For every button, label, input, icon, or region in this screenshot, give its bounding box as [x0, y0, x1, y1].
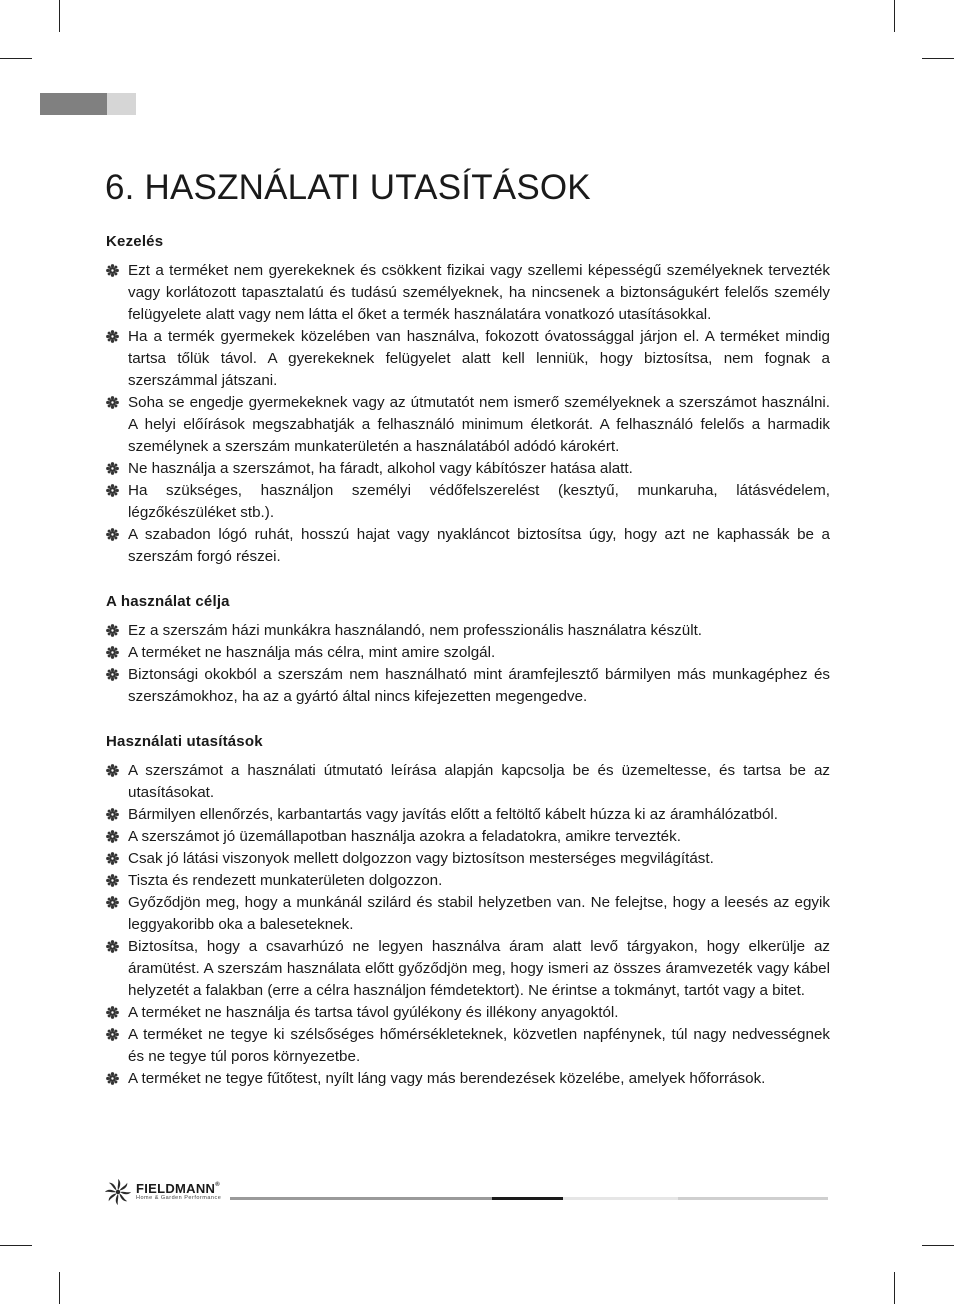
section-hasznalat-celja: [106, 593, 830, 708]
list-item-text: A szerszámot a használati útmutató leírása alapján kapcsolja be és üzemeltesse, és tartsa be az utasításokat.: [128, 762, 830, 801]
list-item-text: Ez a szerszám házi munkákra használandó, nem professzionális használatra készült.: [128, 622, 703, 639]
footer-brand-logo: [104, 1178, 221, 1206]
list-item: [106, 936, 830, 1002]
list-item: [106, 1002, 830, 1024]
gear-flower-bullet-icon: [106, 1006, 119, 1019]
list-item-text: Ha a termék gyermekek közelében van használva, fokozott óvatossággal járjon el. A terméket mindig tartsa tőlük távol. A gyerekeknek felügyelet alatt kell lenniük, hogy biztosítsa, nem fognak a szerszámmal játszani.: [128, 328, 830, 389]
list-item-text: A szabadon lógó ruhát, hosszú hajat vagy nyakláncot biztosítsa úgy, hogy azt ne kaphassák be a szerszám forgó részei.: [128, 526, 830, 565]
gear-flower-bullet-icon: [106, 396, 119, 409]
list-item-text: A terméket ne tegye fűtőtest, nyílt láng vagy más berendezések közelébe, amelyek hőforrások.: [128, 1070, 766, 1087]
list-item-text: A terméket ne használja és tartsa távol gyúlékony és illékony anyagoktól.: [128, 1004, 619, 1021]
gear-flower-bullet-icon: [106, 896, 119, 909]
section-hasznalati-utasitasok: [106, 733, 830, 1090]
list-item-text: Bármilyen ellenőrzés, karbantartás vagy javítás előtt a feltöltő kábelt húzza ki az áramhálózatból.: [128, 806, 779, 823]
list-item: [106, 620, 830, 642]
list-item-text: Biztonsági okokból a szerszám nem használható mint áramfejlesztő bármilyen más munkagéphez és szerszámokhoz, ha az a gyártó által nincs kifejezetten megengedve.: [128, 666, 830, 705]
list-item-text: Biztosítsa, hogy a csavarhúzó ne legyen használva áram alatt levő tárgyakon, hogy elkerülje az áramütést. A szerszám használata előtt győződjön meg, hogy ismeri az összes áramvezeték vagy kábel helyzetét a falakban (erre a célra használjon fémdetektort). Ne érintse a tokmányt, tartót vagy a bitet.: [128, 938, 830, 999]
brand-text: [136, 1182, 221, 1202]
list-item-text: Ne használja a szerszámot, ha fáradt, alkohol vagy kábítószer hatása alatt.: [128, 460, 633, 477]
list-item: [106, 260, 830, 326]
crop-mark: [0, 58, 32, 59]
list-item: [106, 524, 830, 568]
list-item: [106, 1024, 830, 1068]
crop-mark: [894, 1272, 895, 1304]
gear-flower-bullet-icon: [106, 1072, 119, 1085]
crop-mark: [0, 1245, 32, 1246]
list-item: [106, 642, 830, 664]
crop-mark: [922, 58, 954, 59]
gear-flower-bullet-icon: [106, 808, 119, 821]
bullet-list: [106, 760, 830, 1090]
gear-flower-bullet-icon: [106, 830, 119, 843]
list-item-text: Ha szükséges, használjon személyi védőfelszerelést (kesztyű, munkaruha, látásvédelem, légzőkészüléket stb.).: [128, 482, 830, 521]
crop-mark: [894, 0, 895, 32]
list-item: [106, 826, 830, 848]
list-item: [106, 480, 830, 524]
gear-flower-bullet-icon: [106, 874, 119, 887]
list-item: [106, 760, 830, 804]
brand-tagline: Home & Garden Performance: [136, 1195, 222, 1202]
gear-flower-bullet-icon: [106, 764, 119, 777]
brand-name-text: FIELDMANN: [136, 1181, 216, 1197]
trademark-symbol: ®: [215, 1182, 220, 1189]
list-item: [106, 664, 830, 708]
section-kezeles: [106, 233, 830, 568]
bullet-list: [106, 620, 830, 708]
section-heading: A használat célja: [106, 593, 230, 610]
gear-flower-bullet-icon: [106, 940, 119, 953]
section-heading: Kezelés: [106, 233, 164, 250]
list-item-text: Soha se engedje gyermekeknek vagy az útmutatót nem ismerő személyeknek a szerszámot használni. A helyi előírások megszabhatják a felhasználó minimum életkorát. A felhasználó felelős a harmadik személynek a szerszám munkaterületén a használatából adódó károkért.: [128, 394, 830, 455]
gear-flower-bullet-icon: [106, 528, 119, 541]
list-item-text: A terméket ne tegye ki szélsőséges hőmérsékleteknek, közvetlen napfénynek, túl nagy nedvességnek és ne tegye túl poros környezetbe.: [128, 1026, 830, 1065]
gear-flower-bullet-icon: [106, 1028, 119, 1041]
gear-flower-bullet-icon: [106, 462, 119, 475]
gear-flower-bullet-icon: [106, 484, 119, 497]
list-item: [106, 326, 830, 392]
gear-flower-bullet-icon: [106, 624, 119, 637]
footer-rule-mid: [563, 1197, 678, 1200]
gear-flower-bullet-icon: [106, 330, 119, 343]
page-title: 6. HASZNÁLATI UTASÍTÁSOK: [105, 168, 591, 207]
tab-marker-dark: [40, 93, 107, 115]
footer-rule-dark: [492, 1197, 563, 1200]
crop-mark: [59, 1272, 60, 1304]
tab-marker-light: [107, 93, 136, 115]
list-item-text: A szerszámot jó üzemállapotban használja azokra a feladatokra, amikre tervezték.: [128, 828, 681, 845]
list-item: [106, 870, 830, 892]
list-item-text: Csak jó látási viszonyok mellett dolgozzon vagy biztosítson mesterséges megvilágítást.: [128, 850, 714, 867]
bullet-list: [106, 260, 830, 568]
list-item: [106, 392, 830, 458]
gear-flower-bullet-icon: [106, 264, 119, 277]
list-item: [106, 804, 830, 826]
list-item: [106, 848, 830, 870]
list-item-text: Győződjön meg, hogy a munkánál szilárd és stabil helyzetben van. Ne felejtse, hogy a leesés az egyik leggyakoribb oka a baleseteknek.: [128, 894, 830, 933]
crop-mark: [922, 1245, 954, 1246]
gear-flower-bullet-icon: [106, 668, 119, 681]
brand-name: [136, 1182, 221, 1195]
list-item: [106, 1068, 830, 1090]
list-item-text: Tiszta és rendezett munkaterületen dolgozzon.: [128, 872, 443, 889]
list-item: [106, 892, 830, 936]
fieldmann-swirl-logo-icon: [104, 1178, 132, 1206]
section-heading: Használati utasítások: [106, 733, 263, 750]
gear-flower-bullet-icon: [106, 646, 119, 659]
crop-mark: [59, 0, 60, 32]
list-item-text: A terméket ne használja más célra, mint amire szolgál.: [128, 644, 496, 661]
footer-rule-gray: [230, 1197, 492, 1200]
list-item-text: Ezt a terméket nem gyerekeknek és csökkent fizikai vagy szellemi képességű személyeknek tervezték vagy korlátozott tapasztalatú és tudású személyeknek, ha nincsenek a biztonságukért felelős személy felügyelete alatt vagy nem látta el őket a termék használatára vonatkozó utasításokkal.: [128, 262, 830, 323]
gear-flower-bullet-icon: [106, 852, 119, 865]
page-tab-marker: [40, 93, 136, 115]
footer-rule-light: [678, 1197, 828, 1200]
list-item: [106, 458, 830, 480]
